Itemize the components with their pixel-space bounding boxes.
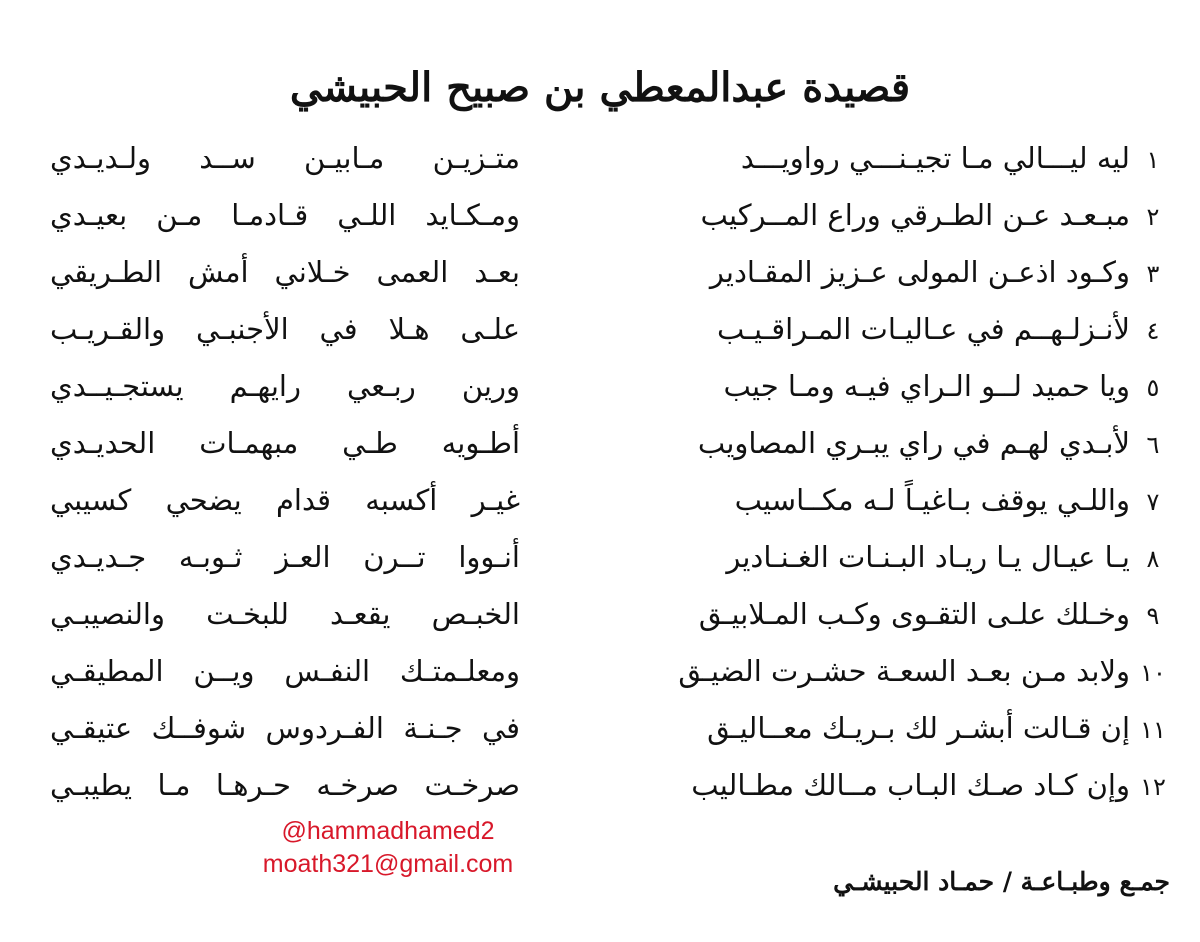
verse-first-hemistich (585, 586, 1170, 643)
verse-first-hemistich (585, 130, 1170, 187)
verse-first-text: إن قـالت أبشـر لك بـريـك معــاليـق (707, 711, 1130, 745)
verse-number: ٨ (1146, 545, 1160, 573)
verse-number: ٣ (1146, 260, 1160, 288)
verse-first-hemistich (585, 415, 1170, 472)
verse-row (30, 472, 1170, 529)
verse-first-hemistich (585, 358, 1170, 415)
verse-first-hemistich (585, 187, 1170, 244)
verse-second-hemistich: ورين ربـعي رايهـم يستجـيــدي (50, 369, 520, 403)
verse-row (30, 358, 1170, 415)
verse-first-text: ويا حميد لــو الـراي فيـه ومـا جيب (723, 369, 1130, 403)
verse-first-hemistich (585, 244, 1170, 301)
verse-number: ١٠ (1140, 659, 1166, 687)
verse-row (30, 415, 1170, 472)
verse-second-hemistich: ومـكـايد اللـي قـادمـا مـن بعيـدي (50, 198, 520, 232)
verse-number: ٧ (1146, 488, 1160, 516)
credit-line: جمـع وطبـاعـة / حمـاد الحبيشـي (833, 867, 1170, 896)
verse-number: ٩ (1146, 602, 1160, 630)
verse-first-text: ليه ليـــالي مـا تجيـنـــي رواويـــد (740, 141, 1130, 175)
verse-first-hemistich (585, 529, 1170, 586)
verse-number: ١ (1146, 146, 1160, 174)
verse-first-text: واللـي يوقف بـاغيـاً لـه مكــاسيب (734, 483, 1130, 517)
verse-first-hemistich (585, 472, 1170, 529)
verse-second-hemistich: أنـووا تــرن العـز ثـوبـه جـديـدي (50, 540, 520, 574)
verse-first-text: ولابد مـن بعـد السعـة حشـرت الضيـق (678, 654, 1130, 688)
verse-row (30, 244, 1170, 301)
verse-row (30, 529, 1170, 586)
verse-row (30, 301, 1170, 358)
verse-first-text: وإن كـاد صـك البـاب مــالك مطـاليب (691, 768, 1130, 802)
verse-number: ٥ (1146, 374, 1160, 402)
poem-title: قصيدة عبدالمعطي بن صبيح الحبيشي (289, 64, 911, 111)
verse-first-hemistich (585, 757, 1170, 814)
verse-first-text: وخـلك علـى التقـوى وكـب المـلابيـق (698, 597, 1130, 631)
contact-block (228, 815, 548, 881)
verse-second-hemistich: أطـويه طـي مبهمـات الحديـدي (50, 426, 520, 460)
verse-first-hemistich (585, 643, 1170, 700)
verse-second-hemistich: علـى هـلا في الأجنبـي والقـريـب (50, 312, 520, 346)
verse-number: ٢ (1146, 203, 1160, 231)
verse-second-hemistich: بعـد العمى خـلاني أمش الطـريقي (50, 255, 520, 289)
verse-first-text: لأنـزلـهــم في عـاليـات المـراقـيـب (717, 312, 1130, 346)
verse-second-hemistich: في جـنـة الفـردوس شوفــك عتيقـي (50, 711, 520, 745)
verse-second-hemistich: غيـر أكسبه قدام يضحي كسيبي (50, 483, 520, 517)
social-handle: @hammadhamed2 (281, 817, 495, 845)
verse-row (30, 700, 1170, 757)
verse-first-text: مبـعـد عـن الطـرقي وراع المــركيب (700, 198, 1130, 232)
verse-number: ٤ (1146, 317, 1160, 345)
verse-first-text: لأبـدي لهـم في راي يبـري المصاويب (697, 426, 1130, 460)
contact-email: moath321@gmail.com (262, 850, 514, 878)
verse-row (30, 757, 1170, 814)
verse-first-text: يـا عيـال يـا ريـاد البـنـات الغـنـادير (726, 540, 1130, 574)
poem-body (30, 130, 1170, 820)
verse-second-hemistich: صرخـت صرخـه حـرهـا مـا يطيبـي (50, 768, 520, 802)
verse-first-hemistich (585, 700, 1170, 757)
verse-number: ١٢ (1140, 773, 1166, 801)
verse-second-hemistich: الخبـص يقعـد للبخـت والنصيبـي (50, 597, 520, 631)
verse-row (30, 643, 1170, 700)
verse-first-text: وكـود اذعـن المولى عـزيز المقـادير (709, 255, 1130, 289)
verse-second-hemistich: ومعلـمتـك النفـس ويــن المطيقـي (50, 654, 520, 688)
verse-first-hemistich (585, 301, 1170, 358)
verse-row (30, 130, 1170, 187)
verse-number: ٦ (1146, 431, 1160, 459)
verse-row (30, 187, 1170, 244)
verse-number: ١١ (1140, 716, 1166, 744)
verse-second-hemistich: متـزيـن مـابيـن ســد ولـديـدي (50, 141, 520, 175)
verse-row (30, 586, 1170, 643)
